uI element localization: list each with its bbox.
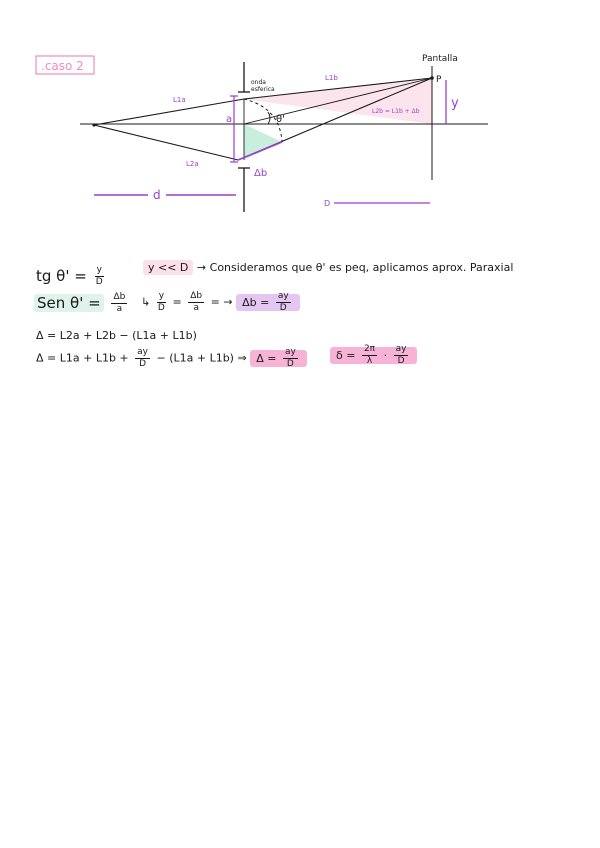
source-point — [92, 123, 95, 126]
phase-result — [330, 345, 417, 366]
ray-l1a — [94, 99, 244, 125]
point-p-label: P — [436, 75, 442, 85]
point-p-dot — [430, 76, 434, 80]
result-delta: Δ = $\frac{ay}{D}$ — [250, 350, 307, 367]
delta-definition: Δ = L2a + L2b − (L1a + L1b) — [36, 329, 197, 342]
wave-label-1: onda — [251, 79, 266, 86]
l2b-label: L2b = L1b + Δb — [372, 108, 420, 115]
distance-D-label: D — [324, 199, 331, 208]
ray-l2a — [94, 125, 238, 160]
wave-label-2: esferica — [251, 86, 275, 93]
l1b-label: L1b — [325, 74, 338, 82]
distance-d-label: d — [153, 188, 161, 202]
result-delta-b: Δb = $\frac{ay}{D}$ — [236, 294, 300, 311]
delta-derivation: Δ = L1a + L1b + $\frac{ay}{D}$ − (L1a + L1b) ⇒ Δ = $\frac{ay}{D}$ — [36, 348, 307, 369]
tangent-equation — [36, 266, 107, 287]
condition-badge: y << D — [143, 260, 193, 275]
condition-text: → Consideramos que θ' es peq, aplicamos aprox. Paraxial — [196, 261, 514, 274]
l2a-label: L2a — [186, 160, 199, 168]
theta-label: θ' — [276, 114, 285, 125]
tangent-lhs: tg θ' = — [36, 267, 87, 285]
delta-b-label: Δb — [254, 168, 268, 179]
sine-fraction: $\frac{\Delta b}{a}$ — [113, 292, 126, 314]
l1a-label: L1a — [173, 96, 186, 104]
y-label: y — [451, 96, 459, 111]
screen-label: Pantalla — [422, 54, 458, 64]
sine-lhs: Sen θ' = — [34, 294, 104, 312]
tangent-fraction: $\frac{y}{D}$ — [95, 265, 103, 287]
condition-line — [143, 261, 513, 274]
slit-label: a — [226, 114, 233, 125]
result-phase: δ = $\frac{2\pi}{\lambda}$ · $\frac{ay}{D}$ — [330, 347, 417, 364]
sine-equation — [34, 293, 130, 314]
case-label: .caso 2 — [41, 59, 84, 73]
equality-chain: ↳ $\frac{y}{D}$ = $\frac{\Delta b}{a}$ = → Δb = $\frac{ay}{D}$ — [141, 292, 300, 313]
